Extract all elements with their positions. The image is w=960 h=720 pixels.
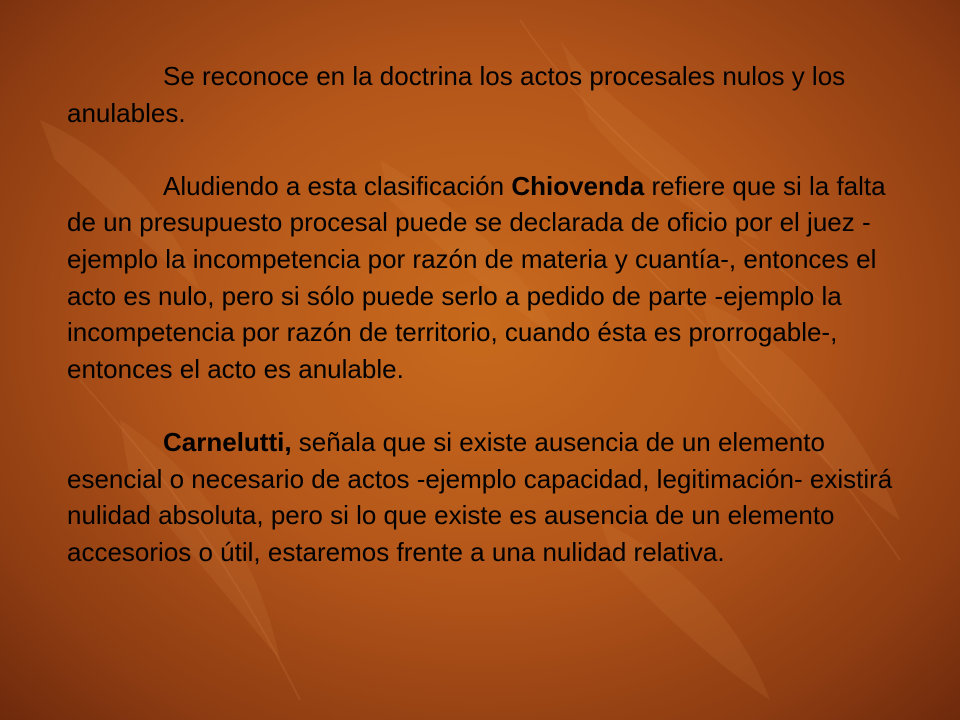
paragraph-3 xyxy=(67,424,897,570)
paragraph-3-text: señala que si existe ausencia de un elemento esencial o necesario de actos -ejemplo capacidad, legitimación- existirá nulidad absoluta, pero si lo que existe es ausencia de un elemento accesorios o útil, estaremos frente a una nulidad relativa. xyxy=(67,426,893,567)
paragraph-2-text: refiere que si la falta de un presupuesto procesal puede se declarada de oficio por el juez -ejemplo la incompetencia por razón de materia y cuantía-, entonces el acto es nulo, pero si sólo puede serlo a pedido de parte -ejemplo la incompetencia por razón de territorio, cuando ésta es prorrogable-, entonces el acto es anulable. xyxy=(67,170,886,384)
slide-body xyxy=(67,58,897,570)
author-carnelutti: Carnelutti, xyxy=(163,426,292,457)
author-chiovenda: Chiovenda xyxy=(511,170,645,201)
paragraph-1-text: Se reconoce en la doctrina los actos procesales nulos y los anulables. xyxy=(67,61,846,128)
paragraph-1 xyxy=(67,58,897,131)
paragraph-2 xyxy=(67,168,897,388)
paragraph-2-intro: Aludiendo a esta clasificación xyxy=(163,170,512,201)
